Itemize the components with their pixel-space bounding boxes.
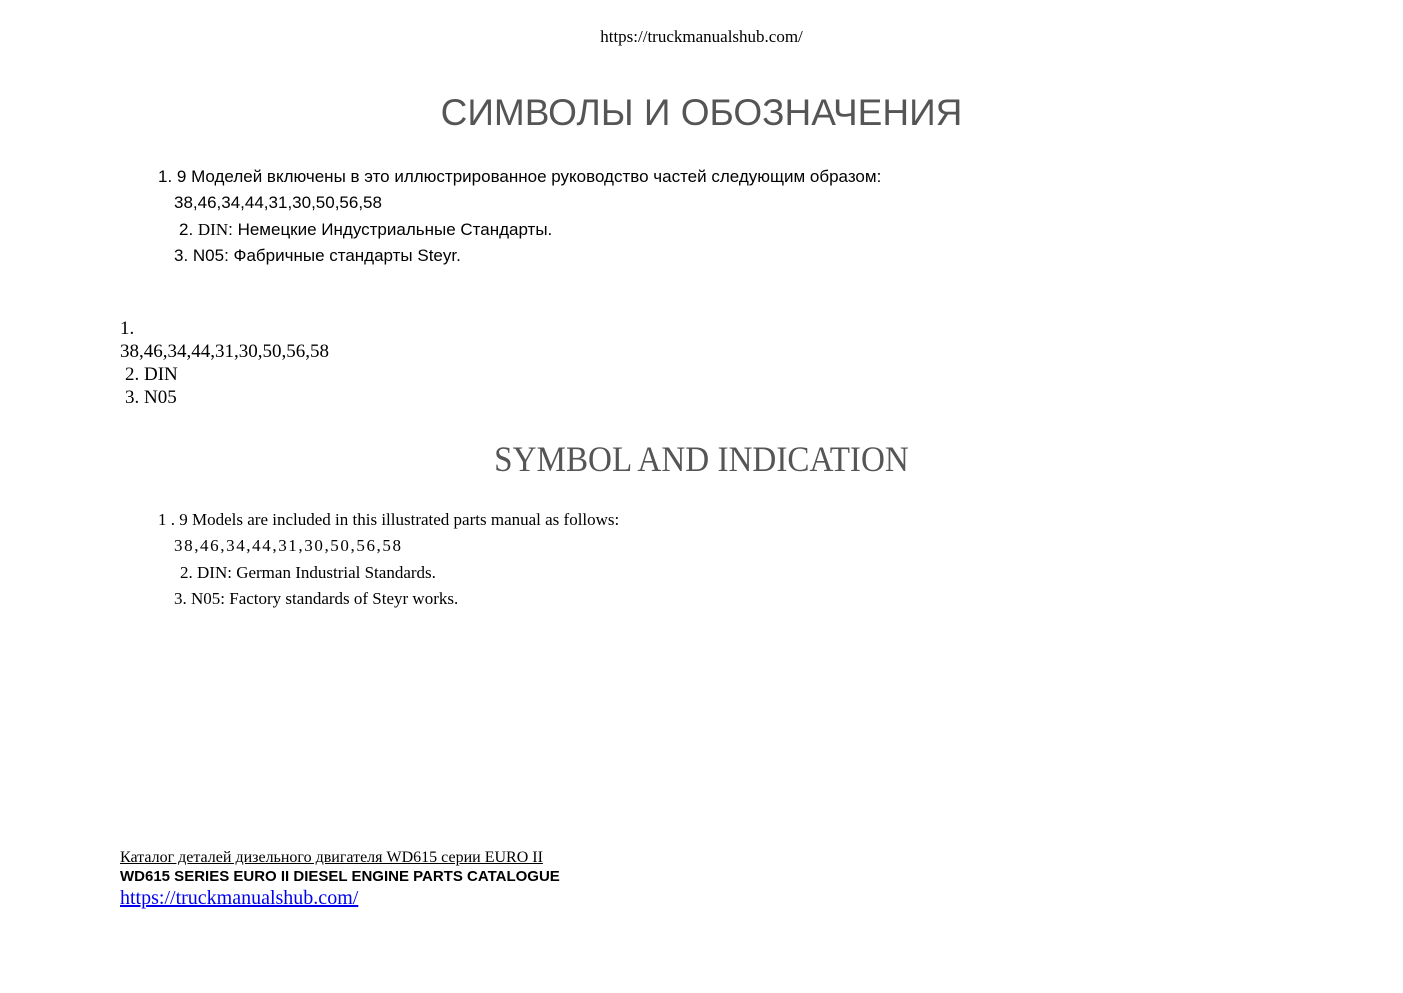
cn-models-list: 38,46,34,44,31,30,50,56,58 [120, 341, 329, 362]
footer-link[interactable]: https://truckmanualshub.com/ [120, 887, 359, 909]
ru-item-1: 1. 9 Моделей включены в это иллюстрированное руководство частей следующим образом: [158, 167, 882, 186]
ru-models-list: 38,46,34,44,31,30,50,56,58 [174, 193, 382, 212]
cn-item-3: 3. N05 [125, 387, 177, 408]
cn-item-2: 2. DIN [125, 364, 178, 385]
ru-item-2 [179, 220, 552, 240]
footer-catalogue-ru: Каталог деталей дизельного двигателя WD615 серии EURO II [120, 849, 543, 866]
en-item-3: 3. N05: Factory standards of Steyr works. [174, 589, 459, 608]
header-url: https://truckmanualshub.com/ [600, 27, 803, 46]
cn-item-1: 1. [120, 318, 135, 339]
en-models-list: 38,46,34,44,31,30,50,56,58 [174, 536, 403, 555]
page-title-ru: СИМВОЛЫ И ОБОЗНАЧЕНИЯ [440, 92, 963, 133]
footer-catalogue-en: WD615 SERIES EURO II DIESEL ENGINE PARTS CATALOGUE [120, 868, 560, 885]
ru-item-2-description: : Немецкие Индустриальные Стандарты. [228, 220, 553, 239]
ru-item-2-number: 2. [179, 220, 198, 239]
page-title-en: SYMBOL AND INDICATION [494, 439, 909, 479]
en-item-2: 2. DIN: German Industrial Standards. [180, 563, 436, 582]
en-item-1: 1 . 9 Models are included in this illustrated parts manual as follows: [158, 510, 620, 529]
ru-item-2-term: DIN [197, 220, 229, 239]
ru-item-3: 3. N05: Фабричные стандарты Steyr. [174, 246, 461, 265]
